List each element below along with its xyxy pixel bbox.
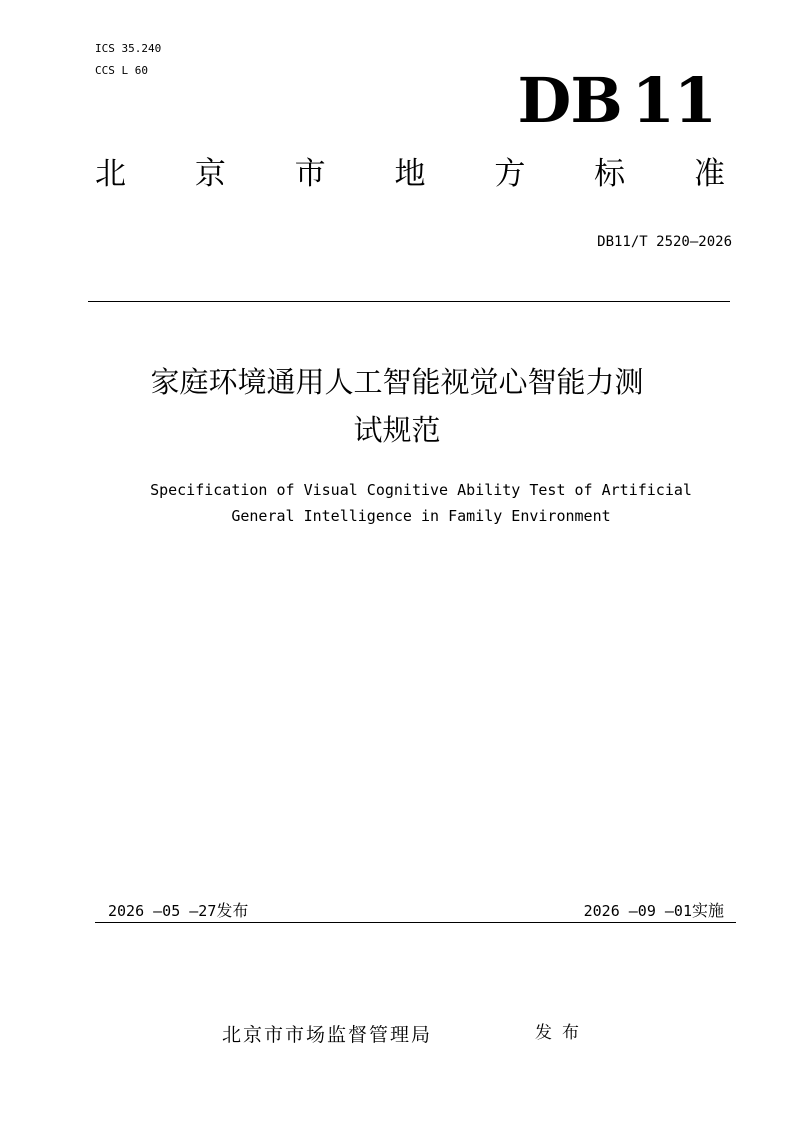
- standard-type-char: 京: [194, 156, 226, 192]
- implementation-date: [584, 900, 724, 922]
- db11-logo-prefix: DB: [517, 64, 622, 137]
- ccs-code: CCS L 60: [95, 64, 148, 77]
- implementation-date-value: 2026 —09 —01: [583, 902, 692, 920]
- bottom-divider: [95, 922, 736, 923]
- english-title-line-2: General Intelligence in Family Environment: [231, 507, 611, 525]
- issued-label: 发布: [535, 1023, 589, 1043]
- issue-date-value: 2026 —05 —27: [108, 902, 217, 920]
- issue-date: [108, 900, 248, 922]
- ics-code: ICS 35.240: [95, 42, 162, 55]
- standard-number: DB11/T 2520—2026: [597, 234, 732, 250]
- issue-date-label: 发布: [216, 901, 249, 920]
- db11-logo: [518, 66, 716, 136]
- db11-logo-suffix: 11: [631, 64, 716, 137]
- chinese-title-line-2: 试规范: [353, 413, 441, 447]
- standard-type-char: 市: [294, 156, 326, 192]
- implementation-date-label: 实施: [691, 901, 724, 920]
- english-title-line-1: Specification of Visual Cognitive Ability Test of Artificial: [150, 481, 692, 499]
- standard-type-char: 北: [95, 156, 126, 192]
- standard-type-heading: [95, 152, 725, 196]
- top-divider: [88, 301, 730, 302]
- standard-type-char: 地: [394, 156, 426, 192]
- chinese-title-line-1: 家庭环境通用人工智能视觉心智能力测: [150, 365, 644, 399]
- standard-type-char: 方: [494, 156, 526, 192]
- standard-type-char: 准: [693, 156, 725, 192]
- issuing-authority: 北京市市场监督管理局: [222, 1024, 433, 1046]
- standard-type-char: 标: [594, 156, 626, 192]
